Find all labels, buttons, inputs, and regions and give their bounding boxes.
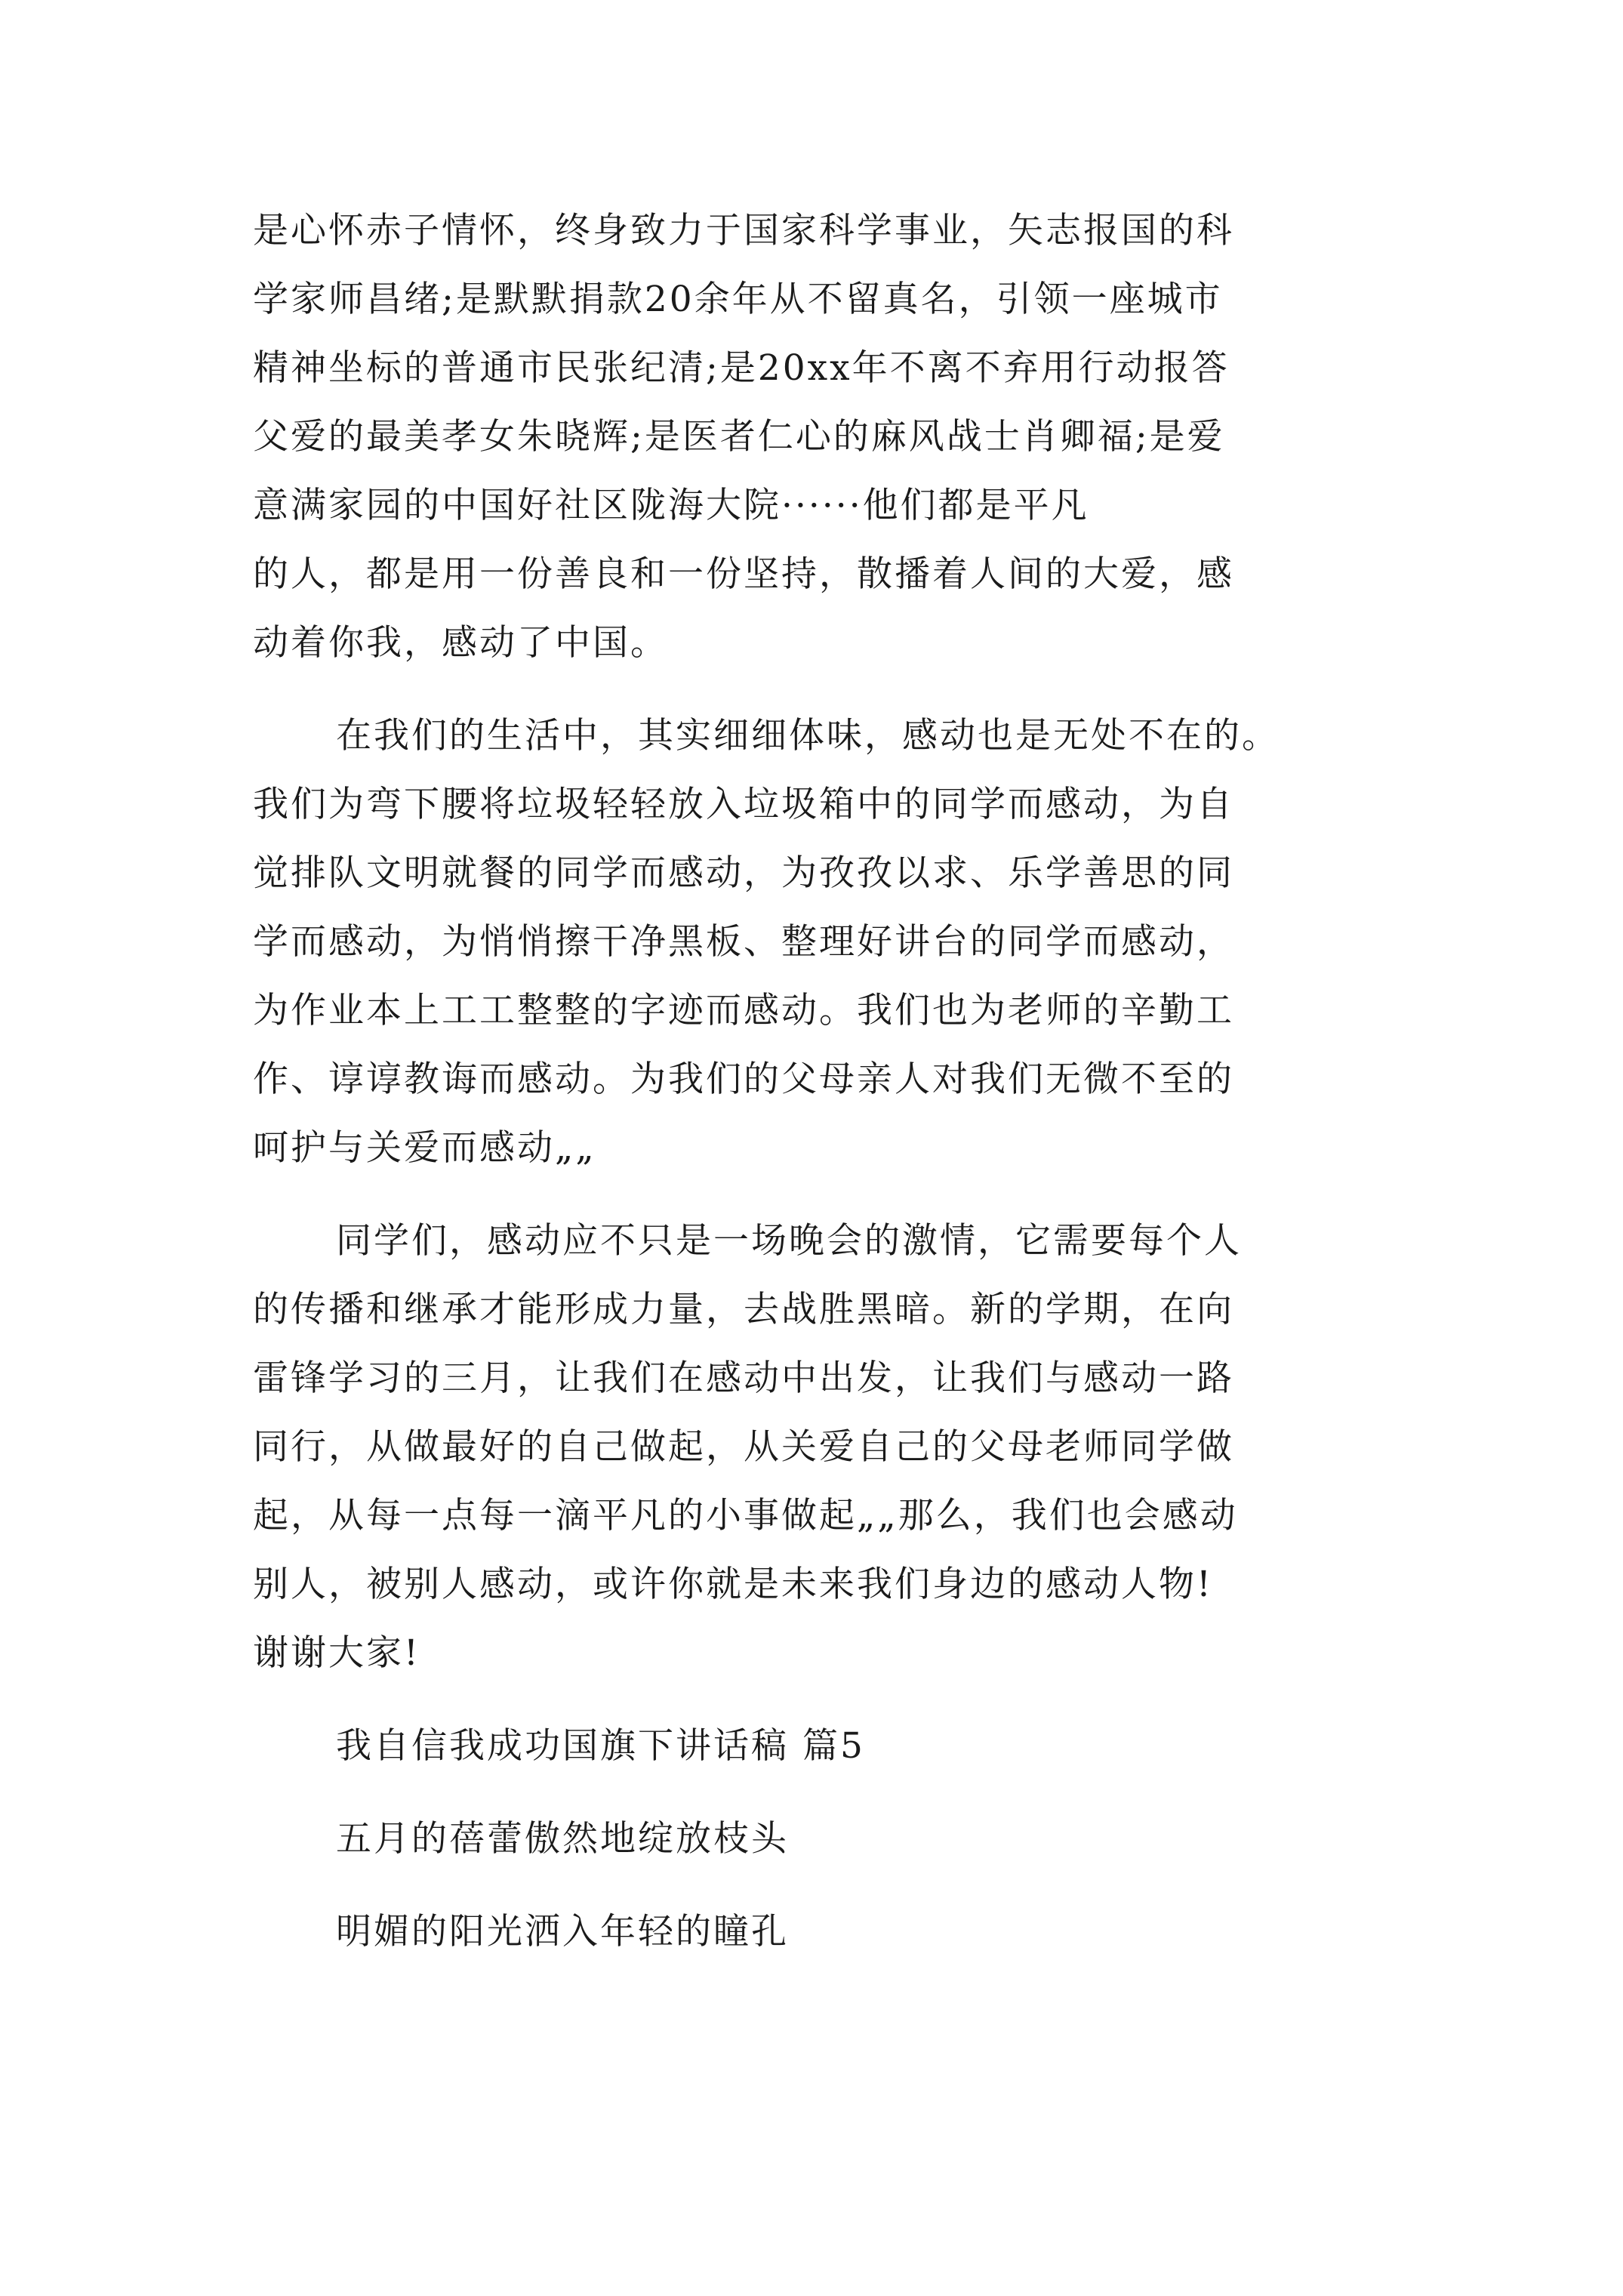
paragraph-closing [253,1207,1400,1687]
text-line: 动着你我，感动了中国。 [253,622,668,664]
paragraph-role-models [253,196,1400,677]
text-line: 谢谢大家! [253,1632,420,1674]
text-line: 的传播和继承才能形成力量，去战胜黑暗。新的学期，在向 [253,1289,1234,1330]
text-line: 父爱的最美孝女朱晓辉;是医者仁心的麻风战士肖卿福;是爱 [253,416,1225,458]
text-line: 作、谆谆教诲而感动。为我们的父母亲人对我们无微不至的 [253,1059,1234,1100]
text-line: 同学们，感动应不只是一场晚会的激情，它需要每个人 [336,1220,1242,1262]
heading-line: 我自信我成功国旗下讲话稿 篇5 [336,1725,865,1767]
text-line: 呵护与关爱而感动„„ [253,1127,596,1169]
text-line: 精神坐标的普通市民张纪清;是20xx年不离不弃用行动报答 [253,347,1230,389]
text-line: 意满家园的中国好社区陇海大院······他们都是平凡 [253,485,1089,526]
text-line: 起，从每一点每一滴平凡的小事做起„„那么，我们也会感动 [253,1495,1238,1536]
text-line: 五月的蓓蕾傲然地绽放枝头 [336,1818,789,1860]
document-body [253,196,1400,1966]
poem-line-2 [253,1897,1400,1966]
text-line: 别人，被别人感动，或许你就是未来我们身边的感动人物! [253,1564,1213,1605]
text-line: 在我们的生活中，其实细细体味，感动也是无处不在的。 [336,715,1280,757]
paragraph-daily-life [253,701,1400,1182]
text-line: 雷锋学习的三月，让我们在感动中出发，让我们与感动一路 [253,1358,1234,1399]
text-line: 明媚的阳光洒入年轻的瞳孔 [336,1911,789,1952]
poem-line-1 [253,1804,1400,1873]
text-line: 学家师昌绪;是默默捐款20余年从不留真名，引领一座城市 [253,279,1223,320]
text-line: 学而感动，为悄悄擦干净黑板、整理好讲台的同学而感动， [253,921,1234,963]
text-line: 觉排队文明就餐的同学而感动，为孜孜以求、乐学善思的同 [253,852,1234,894]
text-line: 是心怀赤子情怀，终身致力于国家科学事业，矢志报国的科 [253,210,1234,251]
text-line: 的人，都是用一份善良和一份坚持，散播着人间的大爱，感 [253,553,1234,595]
section-heading [253,1712,1400,1780]
text-line: 我们为弯下腰将垃圾轻轻放入垃圾箱中的同学而感动，为自 [253,784,1234,825]
text-line: 同行，从做最好的自己做起，从关爱自己的父母老师同学做 [253,1426,1234,1468]
text-line: 为作业本上工工整整的字迹而感动。我们也为老师的辛勤工 [253,990,1234,1031]
